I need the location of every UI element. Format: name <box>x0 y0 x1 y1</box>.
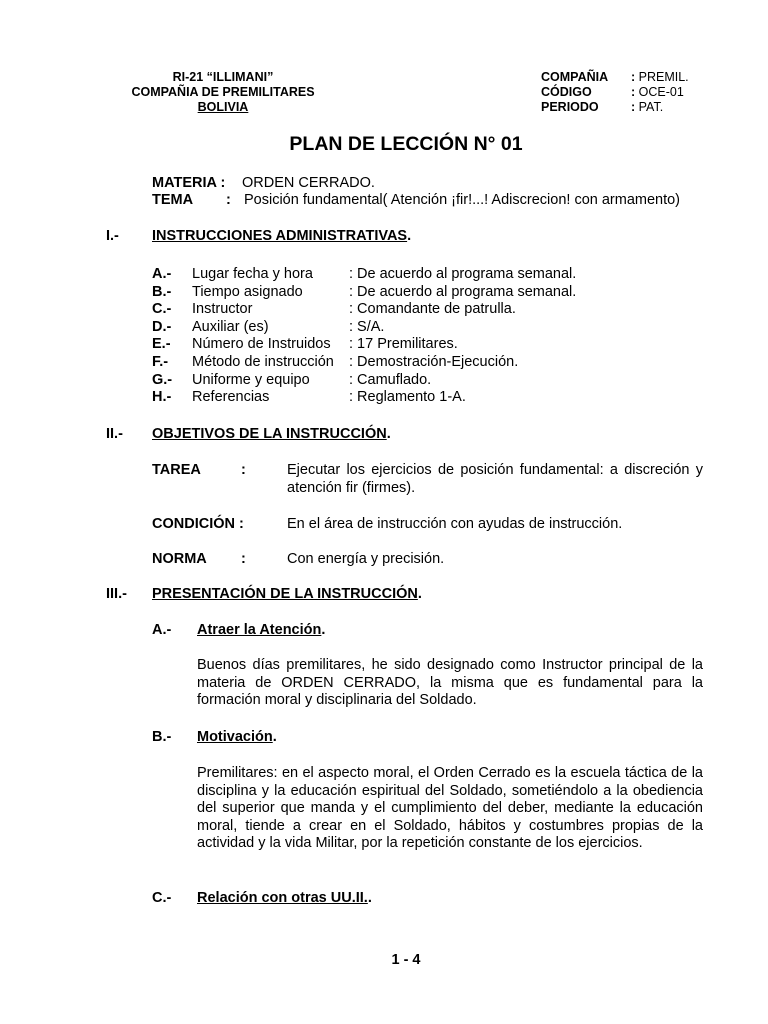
subsection-a-title-text: Atraer la Atención <box>197 622 322 638</box>
section2-title: OBJETIVOS DE LA INSTRUCCIÓN. <box>152 426 391 442</box>
section3-title: PRESENTACIÓN DE LA INSTRUCCIÓN. <box>152 586 422 602</box>
subsection-b-letter: B.- <box>152 729 172 745</box>
admin-item-letter: B.- <box>152 283 172 300</box>
admin-item-letter: F.- <box>152 354 169 370</box>
norma-label: NORMA <box>152 551 207 567</box>
section3-title-text: PRESENTACIÓN DE LA INSTRUCCIÓN <box>152 586 418 602</box>
section1-title: INSTRUCCIONES ADMINISTRATIVAS. <box>152 228 412 244</box>
tema-colon: : <box>226 192 231 208</box>
admin-item-letter: E.- <box>152 336 171 353</box>
subsection-b-title: Motivación. <box>197 729 277 745</box>
admin-item-value: : S/A. <box>349 318 385 335</box>
period-label: PERIODO <box>541 100 599 114</box>
subsection-c-title-text: Relación con otras UU.II. <box>197 890 368 906</box>
section2-title-text: OBJETIVOS DE LA INSTRUCCIÓN <box>152 426 387 442</box>
unit-name: RI-21 “ILLIMANI” <box>172 70 274 84</box>
admin-item-letter: C.- <box>152 301 172 318</box>
section1-number: I.- <box>106 228 119 244</box>
admin-item-label: Número de Instruidos <box>192 336 331 353</box>
code-label: CÓDIGO <box>541 85 592 99</box>
admin-item-value: : Reglamento 1-A. <box>349 389 466 406</box>
subsection-c-letter: C.- <box>152 890 172 906</box>
admin-item-label: Referencias <box>192 389 270 406</box>
admin-item-value: : Demostración-Ejecución. <box>349 354 519 370</box>
subsection-a-title: Atraer la Atención. <box>197 622 326 638</box>
subsection-a-text: Buenos días premilitares, he sido designado como Instructor principal de la materia de ORDEN CERRADO, la misma que es fundamental para la formación moral y disciplinaria del Soldado. <box>197 657 703 709</box>
admin-item-value: : 17 Premilitares. <box>349 336 458 353</box>
period-value-text: PAT. <box>635 100 664 114</box>
subsection-b-title-text: Motivación <box>197 729 273 745</box>
section1-title-text: INSTRUCCIONES ADMINISTRATIVAS <box>152 228 408 244</box>
norma-text: Con energía y precisión. <box>287 551 445 567</box>
company-name: COMPAÑIA DE PREMILITARES <box>131 85 315 99</box>
admin-item-value: : Camuflado. <box>349 371 432 388</box>
period-value: : PAT. <box>631 100 664 114</box>
materia-label: MATERIA : <box>152 175 226 191</box>
norma-colon: : <box>241 551 246 567</box>
admin-item-letter: H.- <box>152 389 172 406</box>
condicion-label: CONDICIÓN : <box>152 516 244 532</box>
admin-item-label: Auxiliar (es) <box>192 318 269 335</box>
company-value: : PREMIL. <box>631 70 689 84</box>
tema-value: Posición fundamental( Atención ¡fir!...! Adiscrecion! con armamento) <box>244 192 681 208</box>
tarea-label: TAREA <box>152 462 201 478</box>
code-value-text: OCE-01 <box>635 85 684 99</box>
company-label: COMPAÑIA <box>541 70 609 84</box>
condicion-text: En el área de instrucción con ayudas de instrucción. <box>287 516 623 532</box>
subsection-a-letter: A.- <box>152 622 172 638</box>
admin-item-label: Uniforme y equipo <box>192 371 310 388</box>
admin-item-value: : De acuerdo al programa semanal. <box>349 266 577 282</box>
subsection-c-title: Relación con otras UU.II.. <box>197 890 372 906</box>
page-title: PLAN DE LECCIÓN N° 01 <box>289 133 523 155</box>
company-value-text: PREMIL. <box>635 70 689 84</box>
admin-item-letter: G.- <box>152 371 173 388</box>
subsection-b-text: Premilitares: en el aspecto moral, el Orden Cerrado es la escuela táctica de la disciplina y la educación espiritual del Soldado, sometiéndolo a la obediencia del superior que manda y el cumplimiento del deber, mediante la educación moral, tiende a crear en el Soldado, hábitos y costumbres propias de la actividad y la vida Militar, por la repetición constante de los ejercicios. <box>197 765 703 852</box>
admin-item-label: Lugar fecha y hora <box>192 266 313 282</box>
tarea-text: Ejecutar los ejercicios de posición fundamental: a discreción y atención fir (firmes). <box>287 462 703 496</box>
section2-number: II.- <box>106 426 123 442</box>
admin-item-label: Tiempo asignado <box>192 283 303 300</box>
country-name: BOLIVIA <box>197 100 249 114</box>
code-value: : OCE-01 <box>631 85 684 99</box>
admin-item-letter: D.- <box>152 318 172 335</box>
tarea-colon: : <box>241 462 246 478</box>
admin-item-label: Instructor <box>192 301 253 318</box>
tema-label: TEMA <box>152 192 194 208</box>
admin-item-label: Método de instrucción <box>192 354 334 370</box>
materia-value: ORDEN CERRADO. <box>242 175 375 191</box>
section3-number: III.- <box>106 586 127 602</box>
admin-item-letter: A.- <box>152 266 172 282</box>
admin-item-value: : De acuerdo al programa semanal. <box>349 283 577 300</box>
admin-item-value: : Comandante de patrulla. <box>349 301 516 318</box>
page-number: 1 - 4 <box>391 952 421 968</box>
